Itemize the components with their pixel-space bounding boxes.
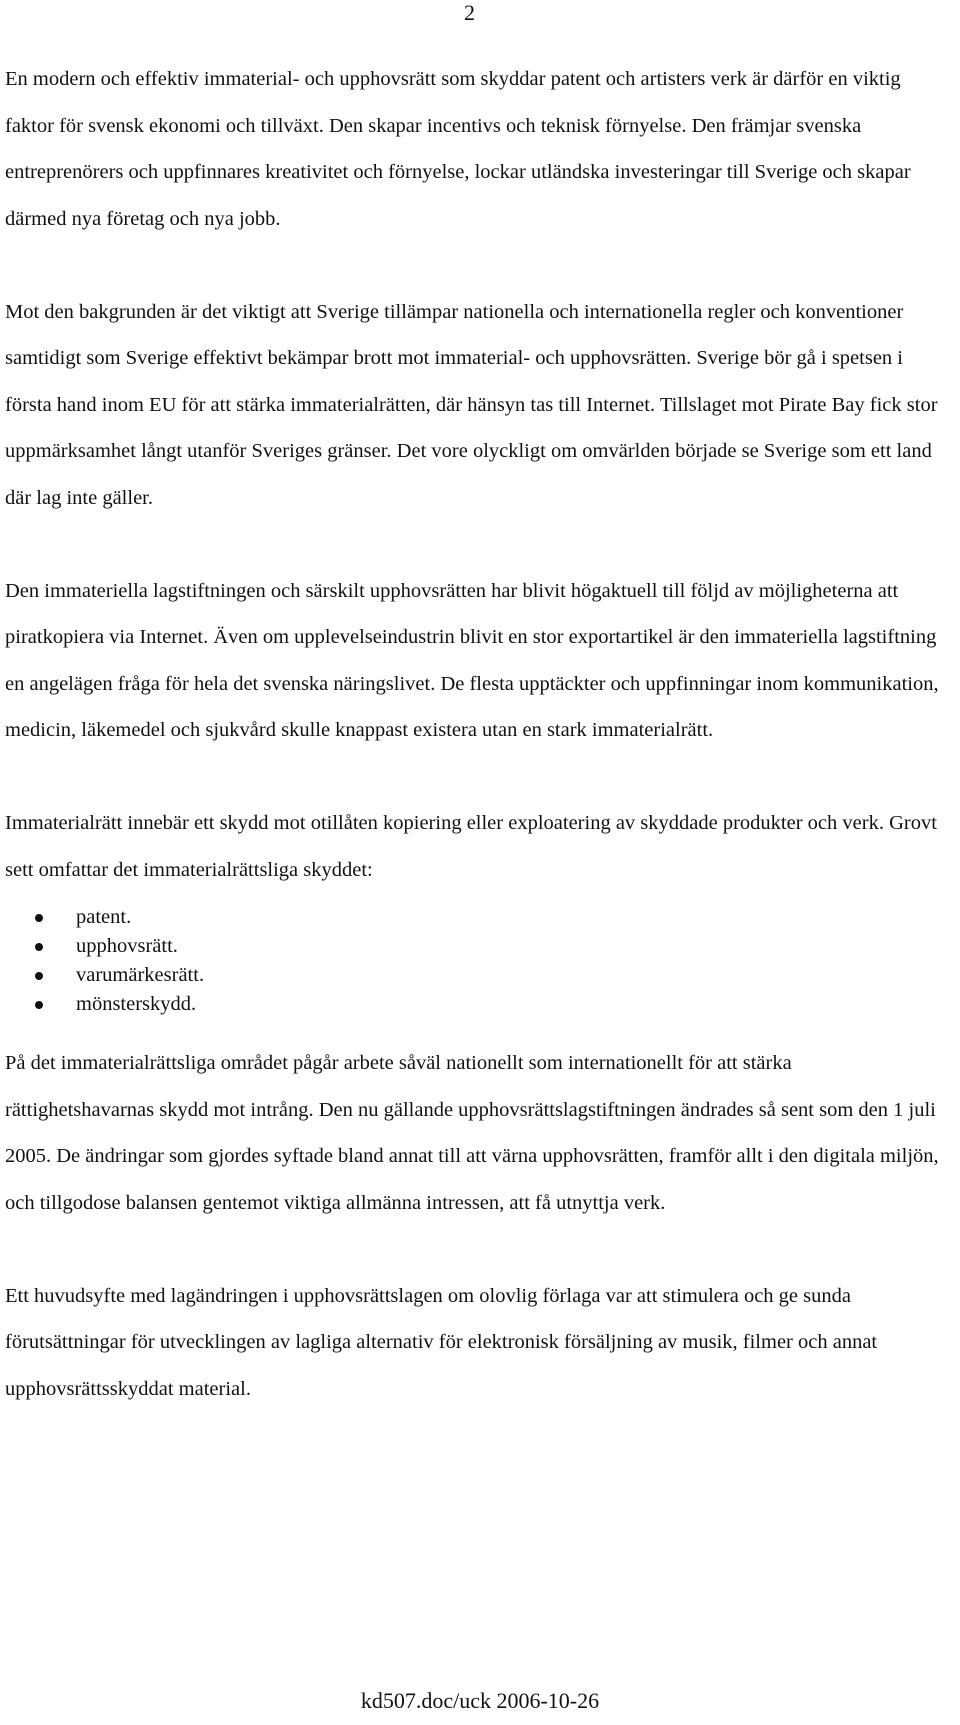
bullet-icon	[35, 914, 43, 922]
list-item	[5, 961, 945, 990]
page-number: 2	[464, 0, 475, 25]
bullet-icon	[35, 972, 43, 980]
paragraph-economy: En modern och effektiv immaterial- och upphovsrätt som skyddar patent och artisters verk är därför en viktig faktor för svensk ekonomi och tillväxt. Den skapar incentivs och teknisk förnyelse. Den främjar svenska entreprenörers och uppfinnares kreativitet och förnyelse, lockar utländska investeringar till Sverige och skapar därmed nya företag och nya jobb.	[5, 68, 911, 230]
list-item-label: mönsterskydd.	[76, 993, 197, 1015]
document-footer: kd507.doc/uck 2006-10-26	[360, 1688, 600, 1713]
paragraph-legislation: Den immateriella lagstiftningen och särskilt upphovsrätten har blivit högaktuell till följd av möjligheterna att piratkopiera via Internet. Även om upplevelseindustrin blivit en stor exportartikel är den immateriella lagstiftning en angelägen fråga för hela det svenska näringslivet. De flesta upptäckter och uppfinningar inom kommunikation, medicin, läkemedel och sjukvård skulle knappast existera utan en stark immaterialrätt.	[5, 579, 939, 741]
paragraph-enforcement: Mot den bakgrunden är det viktigt att Sverige tillämpar nationella och internationella regler och konventioner samtidigt som Sverige effektivt bekämpar brott mot immaterial- och upphovsrätten. Sverige bör gå i spetsen i första hand inom EU för att stärka immaterialrätten, där hänsyn tas till Internet. Tillslaget mot Pirate Bay fick stor uppmärksamhet långt utanför Sveriges gränser. Det vore olyckligt om omvärlden började se Sverige som ett land där lag inte gäller.	[5, 300, 938, 509]
list-item	[5, 990, 945, 1019]
bullet-icon	[35, 1001, 43, 1009]
list-item-label: upphovsrätt.	[76, 935, 178, 957]
list-item	[5, 932, 945, 961]
list-item	[5, 903, 945, 932]
paragraph-definition: Immaterialrätt innebär ett skydd mot otillåten kopiering eller exploatering av skyddade produkter och verk. Grovt sett omfattar det immaterialrättsliga skyddet:	[5, 812, 937, 881]
list-item-label: varumärkesrätt.	[76, 964, 205, 986]
paragraph-ongoing-work: På det immaterialrättsliga området pågår arbete såväl nationellt som internationellt för att stärka rättighetshavarnas skydd mot intrång. Den nu gällande upphovsrättslagstiftningen ändrades så sent som den 1 juli 2005. De ändringar som gjordes syftade bland annat till att värna upphovsrätten, framför allt i den digitala miljön, och tillgodose balansen gentemot viktiga allmänna intressen, att få utnyttja verk.	[5, 1052, 939, 1214]
rights-list	[5, 903, 945, 1019]
paragraph-main-purpose: Ett huvudsyfte med lagändringen i upphovsrättslagen om olovlig förlaga var att stimulera och ge sunda förutsättningar för utvecklingen av lagliga alternativ för elektronisk försäljning av musik, filmer och annat upphovsrättsskyddat material.	[5, 1284, 878, 1400]
bullet-icon	[35, 943, 43, 951]
list-item-label: patent.	[76, 906, 132, 928]
document-body	[5, 56, 945, 1459]
